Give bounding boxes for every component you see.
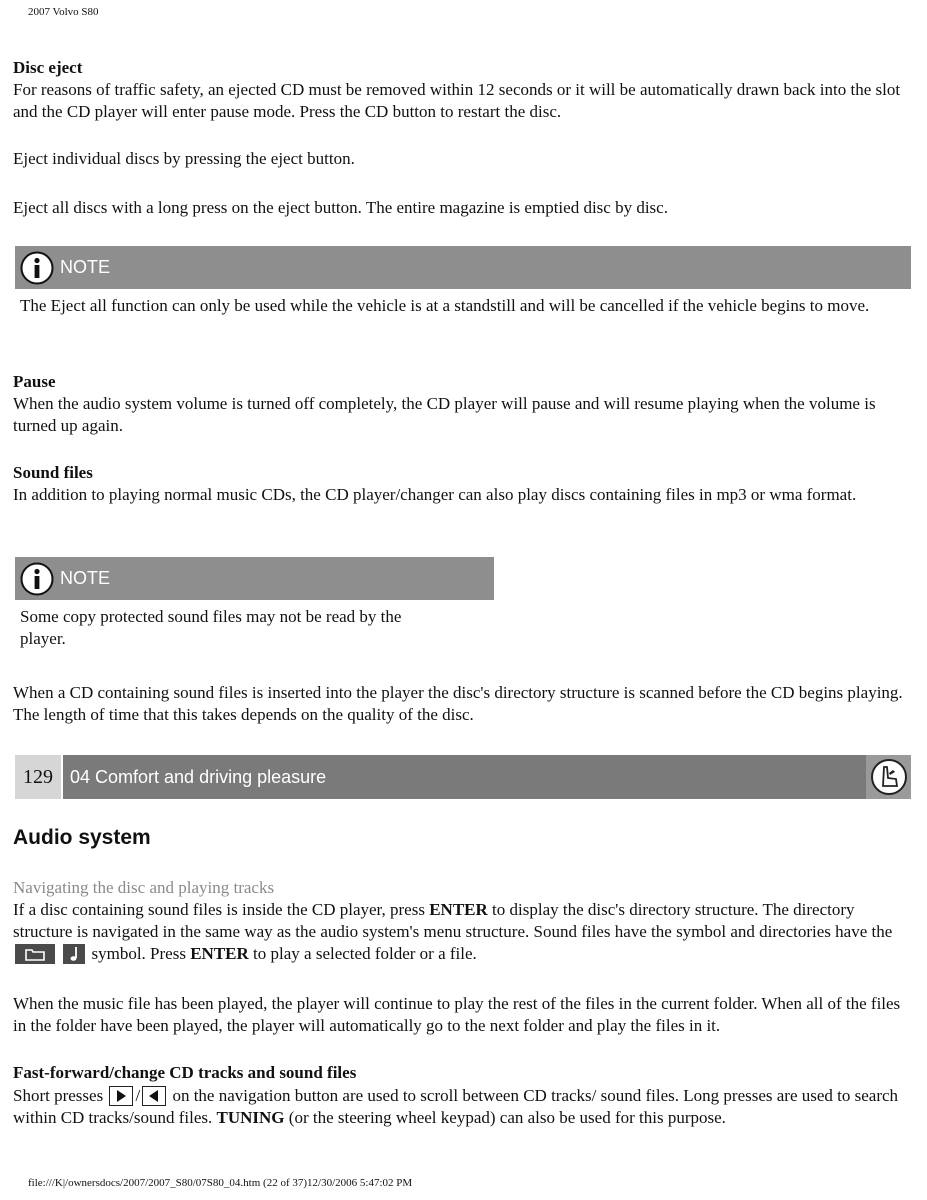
pause-heading: Pause bbox=[13, 372, 56, 391]
file-path-footer: file:///K|/ownersdocs/2007/2007_S80/07S80_04.htm (22 of 37)12/30/2006 5:47:02 PM bbox=[28, 1177, 413, 1189]
navigating-subheading: Navigating the disc and playing tracks bbox=[13, 878, 275, 897]
disc-eject-paragraph-1: For reasons of traffic safety, an ejected CD must be removed within 12 seconds or it will be automatically drawn back into the slot and the CD player will enter pause mode. Press the CD button to restart the disc. bbox=[13, 80, 901, 121]
pause-paragraph: When the audio system volume is turned off completely, the CD player will pause and will resume playing when the volume is turned up again. bbox=[13, 394, 876, 435]
enter-keyword: ENTER bbox=[190, 944, 249, 963]
info-icon bbox=[20, 562, 54, 596]
document-header: 2007 Volvo S80 bbox=[28, 6, 99, 18]
note-label: NOTE bbox=[60, 257, 111, 277]
note-label: NOTE bbox=[60, 568, 111, 588]
folder-symbol-icon bbox=[15, 944, 55, 964]
chapter-title: 04 Comfort and driving pleasure bbox=[63, 755, 870, 799]
fast-forward-paragraph: Short presses / on the navigation button are used to scroll between CD tracks/ sound files. Long presses are used to search within CD tracks/sound files. TUNING (or the steering wheel keypad) can also be used for this purpose. bbox=[13, 1086, 899, 1128]
tuning-keyword: TUNING bbox=[216, 1108, 285, 1128]
enter-keyword: ENTER bbox=[429, 900, 488, 919]
disc-eject-heading: Disc eject bbox=[13, 58, 83, 77]
note-banner bbox=[15, 557, 494, 600]
section-title: Audio system bbox=[13, 826, 151, 849]
note-text: The Eject all function can only be used while the vehicle is at a standstill and will be cancelled if the vehicle begins to move. bbox=[20, 296, 870, 315]
disc-eject-paragraph-3: Eject all discs with a long press on the eject button. The entire magazine is emptied disc by disc. bbox=[13, 198, 668, 217]
fast-forward-heading: Fast-forward/change CD tracks and sound files bbox=[13, 1063, 357, 1082]
navigating-paragraph-1: If a disc containing sound files is inside the CD player, press ENTER to display the disc's directory structure. The directory structure is navigated in the same way as the audio system's menu structure. Sound files have the symbol and directories have the symbol. Press ENTER to play a selected folder or a file. bbox=[13, 900, 893, 963]
info-icon bbox=[20, 251, 54, 285]
disc-eject-paragraph-2: Eject individual discs by pressing the eject button. bbox=[13, 149, 355, 168]
sound-files-heading: Sound files bbox=[13, 463, 93, 482]
music-note-symbol-icon bbox=[63, 944, 85, 964]
note-text: Some copy protected sound files may not be read by the player. bbox=[20, 607, 402, 648]
seat-icon bbox=[870, 758, 908, 796]
directory-scan-paragraph: When a CD containing sound files is inserted into the player the disc's directory structure is scanned before the CD begins playing. The length of time that this takes depends on the quality of the disc. bbox=[13, 683, 903, 724]
page-chapter-bar bbox=[15, 755, 911, 799]
note-banner bbox=[15, 246, 911, 289]
page-number: 129 bbox=[15, 755, 61, 799]
seat-chapter-icon bbox=[866, 755, 911, 799]
navigating-paragraph-2: When the music file has been played, the player will continue to play the rest of the files in the current folder. When all of the files in the folder have been played, the player will automatically go to the next folder and play the files in it. bbox=[13, 994, 901, 1035]
next-track-icon bbox=[109, 1086, 133, 1106]
previous-track-icon bbox=[142, 1086, 166, 1106]
sound-files-paragraph: In addition to playing normal music CDs, the CD player/changer can also play discs containing files in mp3 or wma format. bbox=[13, 485, 857, 504]
